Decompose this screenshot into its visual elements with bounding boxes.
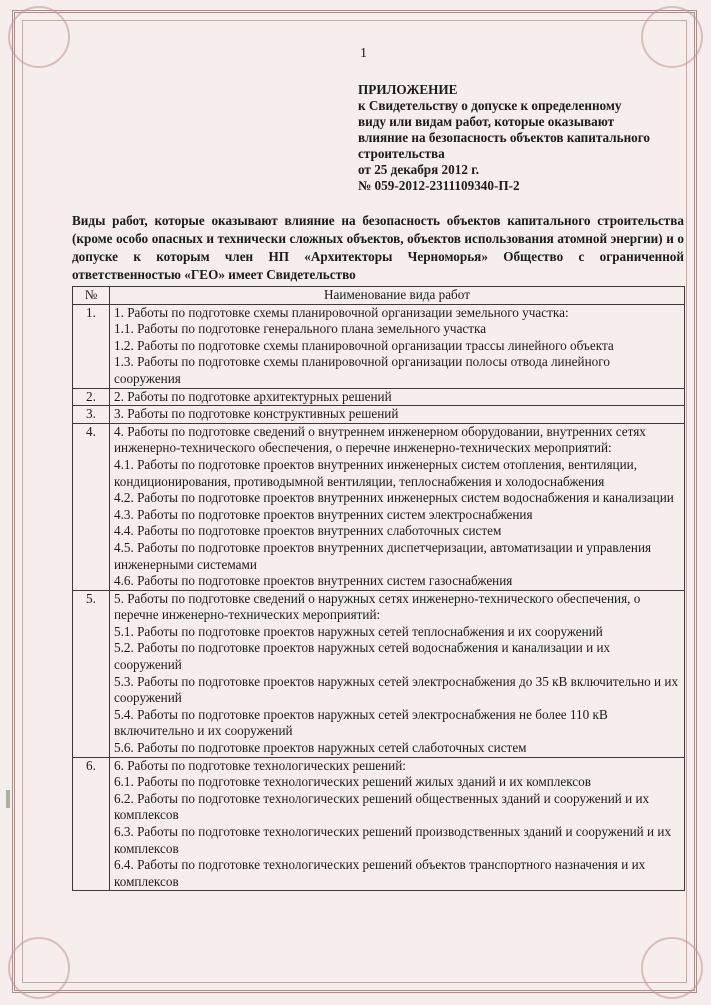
table-header-row xyxy=(73,287,685,305)
work-item: 1. Работы по подготовке схемы планировочной организации земельного участка: xyxy=(114,304,569,320)
corner-ornament-icon xyxy=(8,6,70,68)
row-number: 3. xyxy=(73,406,110,424)
work-item: 5.4. Работы по подготовке проектов наружных сетей электроснабжения не более 110 кВ включительно и их сооружений xyxy=(114,706,608,739)
work-item: 1.2. Работы по подготовке схемы планировочной организации трассы линейного объекта xyxy=(114,337,614,353)
work-item: 4.6. Работы по подготовке проектов внутренних систем газоснабжения xyxy=(114,573,513,589)
work-item: 6.3. Работы по подготовке технологических решений производственных зданий и сооружений и их комплексов xyxy=(114,824,672,856)
page-number: 1 xyxy=(360,46,367,61)
work-item: 6. Работы по подготовке технологических решений: xyxy=(114,757,406,773)
row-number: 2. xyxy=(73,388,110,406)
table-row xyxy=(73,423,685,590)
column-header-name: Наименование вида работ xyxy=(110,287,685,305)
corner-ornament-icon xyxy=(641,6,703,68)
header-line: к Свидетельству о допуске к определенному xyxy=(358,98,622,113)
work-item: 6.1. Работы по подготовке технологических решений жилых зданий и их комплексов xyxy=(114,774,591,790)
header-line: виду или видам работ, которые оказывают xyxy=(358,114,615,129)
work-item: 2. Работы по подготовке архитектурных решений xyxy=(114,388,392,404)
column-header-number: № xyxy=(73,287,110,305)
row-description xyxy=(110,590,685,757)
work-item: 5.6. Работы по подготовке проектов наружных сетей слаботочных систем xyxy=(114,740,527,756)
work-item: 5.3. Работы по подготовке проектов наружных сетей электроснабжения до 35 кВ включительно и их сооружений xyxy=(114,673,679,706)
margin-mark xyxy=(6,790,10,808)
work-item: 4. Работы по подготовке сведений о внутреннем инженерном оборудовании, внутренних сетях инженерно-технического обеспечения, о перечне инженерно-технических мероприятий: xyxy=(114,423,646,456)
table-row xyxy=(73,406,685,424)
row-number: 6. xyxy=(73,757,110,891)
header-line: ПРИЛОЖЕНИЕ xyxy=(358,82,458,97)
work-item: 4.1. Работы по подготовке проектов внутренних инженерных систем отопления, вентиляции, кондиционирования, противодымной вентиляции, теплоснабжения и холодоснабжения xyxy=(114,456,637,489)
appendix-header xyxy=(358,82,678,194)
row-number: 5. xyxy=(73,590,110,757)
header-line: от 25 декабря 2012 г. xyxy=(358,162,480,177)
table-row xyxy=(73,757,685,891)
row-description xyxy=(110,423,685,590)
header-line: влияние на безопасность объектов капитального xyxy=(358,130,651,145)
table-row xyxy=(73,590,685,757)
works-table xyxy=(72,286,685,891)
row-description xyxy=(110,757,685,891)
row-number: 1. xyxy=(73,304,110,388)
row-number: 4. xyxy=(73,423,110,590)
header-line: строительства xyxy=(358,146,445,161)
work-item: 3. Работы по подготовке конструктивных решений xyxy=(114,406,399,422)
work-item: 6.2. Работы по подготовке технологических решений общественных зданий и сооружений и их комплексов xyxy=(114,790,650,823)
table-row xyxy=(73,388,685,406)
corner-ornament-icon xyxy=(8,937,70,999)
row-description xyxy=(110,304,685,388)
work-item: 5.2. Работы по подготовке проектов наружных сетей водоснабжения и канализации и их сооружений xyxy=(114,640,611,673)
work-item: 1.1. Работы по подготовке генерального плана земельного участка xyxy=(114,321,487,337)
work-item: 4.5. Работы по подготовке проектов внутренних диспетчеризации, автоматизации и управления инженерными системами xyxy=(114,539,652,572)
header-line: № 059-2012-2311109340-П-2 xyxy=(358,178,520,193)
row-description xyxy=(110,406,685,424)
work-item: 4.3. Работы по подготовке проектов внутренних систем электроснабжения xyxy=(114,506,533,522)
work-item: 1.3. Работы по подготовке схемы планировочной организации полосы отвода линейного сооружения xyxy=(114,354,610,386)
row-description xyxy=(110,388,685,406)
table-row xyxy=(73,304,685,388)
work-item: 6.4. Работы по подготовке технологических решений объектов транспортного назначения и их комплексов xyxy=(114,857,646,889)
work-item: 5. Работы по подготовке сведений о наружных сетях инженерно-технического обеспечения, о перечне инженерно-технических мероприятий: xyxy=(114,590,641,623)
intro-paragraph: Виды работ, которые оказывают влияние на безопасность объектов капитального строительства (кроме особо опасных и технически сложных объектов, объектов использования атомной энергии) и о допуске к которым член НП «Архитекторы Черноморья» Общество с ограниченной ответственностью «ГЕО» имеет Свидетельство xyxy=(72,213,684,282)
work-item: 5.1. Работы по подготовке проектов наружных сетей теплоснабжения и их сооружений xyxy=(114,623,603,639)
work-item: 4.4. Работы по подготовке проектов внутренних слаботочных систем xyxy=(114,523,502,539)
corner-ornament-icon xyxy=(641,937,703,999)
work-item: 4.2. Работы по подготовке проектов внутренних инженерных систем водоснабжения и канализации xyxy=(114,490,674,506)
